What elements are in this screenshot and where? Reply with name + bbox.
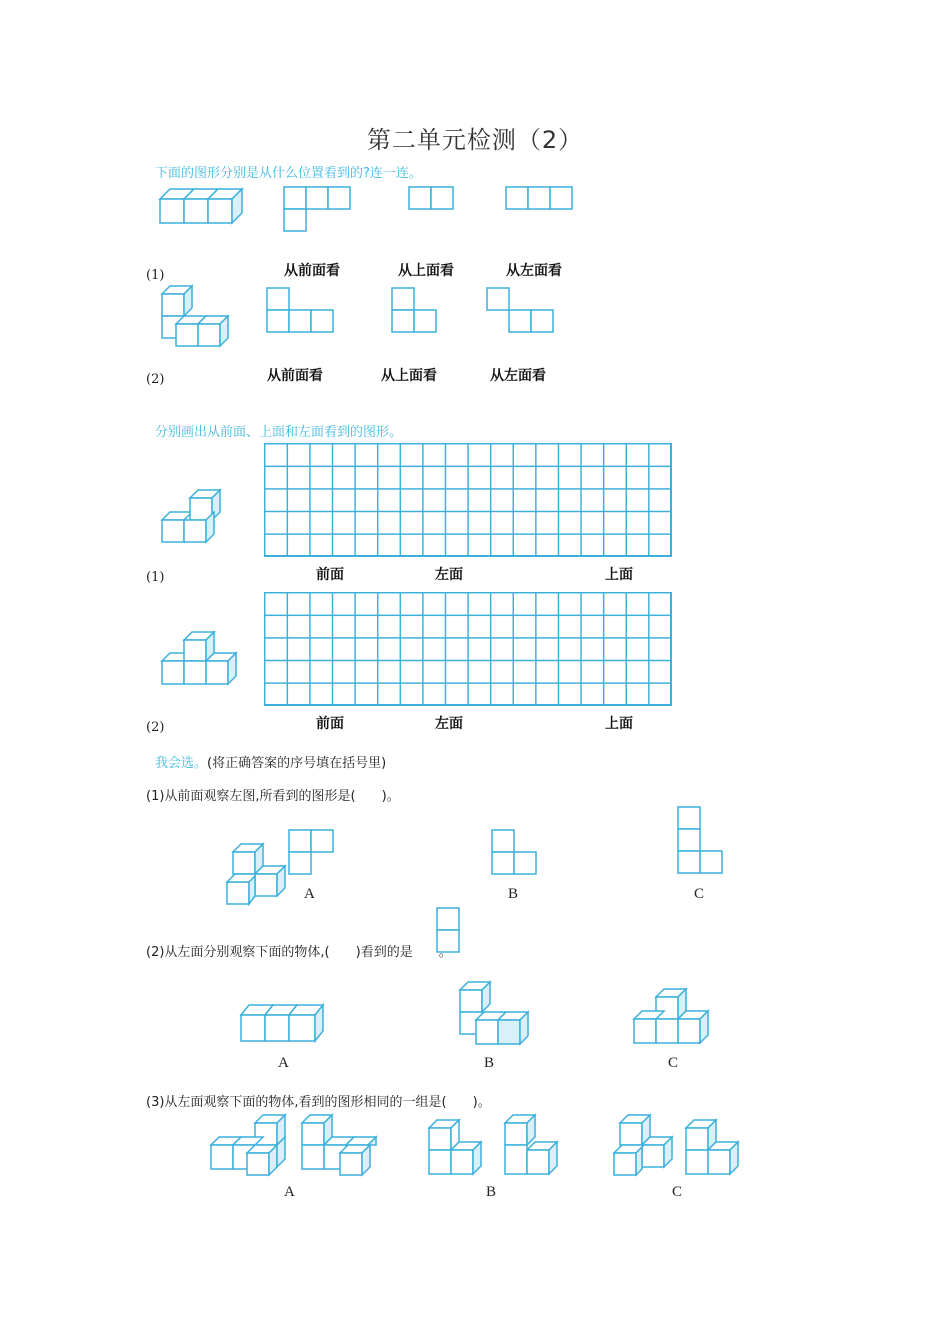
s1p1-view-c: [505, 186, 577, 212]
s1p2-number: (2): [146, 372, 165, 387]
q2-option-c-model: [632, 987, 717, 1047]
q1-option-a-view: [288, 829, 338, 877]
q3-option-b[interactable]: B: [486, 1184, 497, 1200]
s1p2-view-a: [266, 287, 338, 335]
q1-option-b-view: [491, 829, 541, 877]
q1-text: (1)从前面观察左图,所看到的图形是( )。: [146, 789, 400, 804]
q1-option-c-view: [677, 806, 727, 878]
s1p1-label-left: 从左面看: [506, 263, 562, 279]
q1-option-c[interactable]: C: [694, 886, 705, 902]
s1p1-view-b: [408, 186, 458, 212]
q2-option-a-model: [239, 1002, 329, 1047]
s1p1-cube-model: [158, 185, 248, 230]
q1-cube-model: [225, 842, 295, 907]
s2p1-label-front: 前面: [316, 567, 344, 583]
section2-instruction: 分别画出从前面、上面和左面看到的图形。: [155, 425, 403, 440]
q3-option-a-model-1: [209, 1113, 294, 1178]
section3-instruction-note: (将正确答案的序号填在括号里): [207, 756, 387, 771]
q2-text: [146, 941, 452, 960]
s1p2-view-b: [391, 287, 441, 335]
q1-option-b[interactable]: B: [508, 886, 519, 902]
q3-option-b-model-2: [503, 1113, 573, 1178]
q3-option-a[interactable]: A: [284, 1184, 295, 1200]
s1p2-cube-model: [160, 285, 235, 350]
s1p1-label-front: 从前面看: [284, 263, 340, 279]
q3-option-b-model-1: [427, 1118, 497, 1178]
s2p1-number: (1): [146, 570, 165, 585]
q3-option-c-model-2: [684, 1118, 754, 1178]
q1-option-a[interactable]: A: [304, 886, 315, 902]
s2p2-drawing-grid[interactable]: [264, 592, 672, 706]
s2p2-label-left: 左面: [435, 716, 463, 732]
q2-target-view: [436, 907, 464, 957]
s1p1-label-top: 从上面看: [398, 263, 454, 279]
s1p2-label-front: 从前面看: [267, 368, 323, 384]
section3-instruction: [155, 752, 386, 771]
q3-option-c-model-1: [612, 1113, 682, 1178]
s1p2-label-top: 从上面看: [381, 368, 437, 384]
q2-text-before: (2)从左面分别观察下面的物体,( )看到的是: [146, 945, 413, 960]
q3-option-a-model-2: [300, 1113, 385, 1178]
q3-text: (3)从左面观察下面的物体,看到的图形相同的一组是( )。: [146, 1095, 491, 1110]
s1p1-number: (1): [146, 268, 165, 283]
s2p1-label-left: 左面: [435, 567, 463, 583]
s2p2-label-top: 上面: [605, 716, 633, 732]
q2-option-b-model: [458, 980, 538, 1050]
q2-option-b[interactable]: B: [484, 1055, 495, 1071]
s2p2-number: (2): [146, 720, 165, 735]
s1p2-view-c: [486, 287, 558, 335]
s1p1-view-a: [283, 186, 353, 234]
s2p1-drawing-grid[interactable]: [264, 443, 672, 557]
q3-option-c[interactable]: C: [672, 1184, 683, 1200]
s1p2-label-left: 从左面看: [490, 368, 546, 384]
s2p2-cube-model: [160, 632, 250, 692]
q2-option-c[interactable]: C: [668, 1055, 679, 1071]
s2p1-label-top: 上面: [605, 567, 633, 583]
section1-instruction: 下面的图形分别是从什么位置看到的?连一连。: [155, 166, 422, 181]
section3-instruction-main: 我会选。: [155, 756, 208, 771]
q2-option-a[interactable]: A: [278, 1055, 289, 1071]
s2p1-cube-model: [160, 487, 230, 552]
s2p2-label-front: 前面: [316, 716, 344, 732]
page-title: 第二单元检测（2）: [366, 126, 584, 154]
